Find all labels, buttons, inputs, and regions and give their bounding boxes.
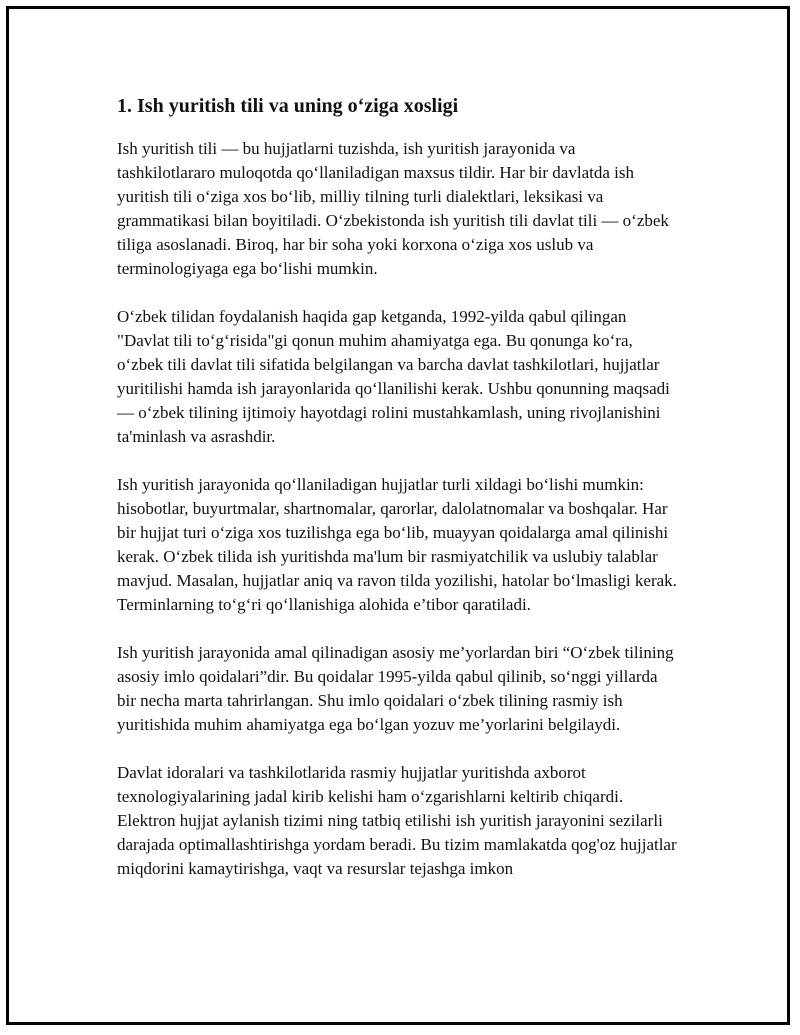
paragraph-1: Ish yuritish tili — bu hujjatlarni tuzishda, ish yuritish jarayonida va tashkilotlararo muloqotda qo‘llaniladigan maxsus tildir. Har bir davlatda ish yuritish tili o‘ziga xos bo‘lib, milliy tilning turli dialektlari, leksikasi va grammatikasi bilan boyitiladi. O‘zbekistonda ish yuritish tili davlat tili — o‘zbek tiliga asoslanadi. Biroq, har bir soha yoki korxona o‘ziga xos uslub va terminologiyaga ega bo‘lishi mumkin. — [117, 139, 669, 278]
paragraph-5: Davlat idoralari va tashkilotlarida rasmiy hujjatlar yuritishda axborot texnologiyalarining jadal kirib kelishi ham o‘zgarishlarni keltirib chiqardi. Elektron hujjat aylanish tizimi ning tatbiq etilishi ish yuritish jarayonini sezilarli darajada optimallashtirishga yordam beradi. Bu tizim mamlakatda qog'oz hujjatlar miqdorini kamaytirishga, vaqt va resurslar tejashga imkon — [117, 763, 677, 878]
section-title: 1. Ish yuritish tili va uning o‘ziga xosligi — [117, 95, 459, 117]
paragraph-4: Ish yuritish jarayonida amal qilinadigan asosiy me’yorlardan biri “O‘zbek tilining asosiy imlo qoidalari”dir. Bu qoidalar 1995-yilda qabul qilinib, so‘nggi yillarda bir necha marta tahrirlangan. Shu imlo qoidalari o‘zbek tilining rasmiy ish yuritishida muhim ahamiyatga ega bo‘lgan yozuv me’yorlarini belgilaydi. — [117, 643, 674, 734]
paragraph-2: O‘zbek tilidan foydalanish haqida gap ketganda, 1992-yilda qabul qilingan "Davlat tili to‘g‘risida"gi qonun muhim ahamiyatga ega. Bu qonunga ko‘ra, o‘zbek tili davlat tili sifatida belgilangan va barcha davlat tashkilotlari, hujjatlar yuritilishi hamda ish jarayonlarida qo‘llanilishi kerak. Ushbu qonunning maqsadi — o‘zbek tilining ijtimoiy hayotdagi rolini mustahkamlash, uning rivojlanishini ta'minlash va asrashdir. — [117, 307, 670, 446]
document-body — [117, 92, 677, 905]
paragraph-3: Ish yuritish jarayonida qo‘llaniladigan hujjatlar turli xildagi bo‘lishi mumkin: hisobotlar, buyurtmalar, shartnomalar, qarorlar, dalolatnomalar va boshqalar. Har bir hujjat turi o‘ziga xos tuzilishga ega bo‘lib, muayyan qoidalarga amal qilinishi kerak. O‘zbek tilida ish yuritishda ma'lum bir rasmiyatchilik va uslubiy talablar mavjud. Masalan, hujjatlar aniq va ravon tilda yozilishi, hatolar bo‘lmasligi kerak. Terminlarning to‘g‘ri qo‘llanishiga alohida e’tibor qaratiladi. — [117, 475, 677, 614]
